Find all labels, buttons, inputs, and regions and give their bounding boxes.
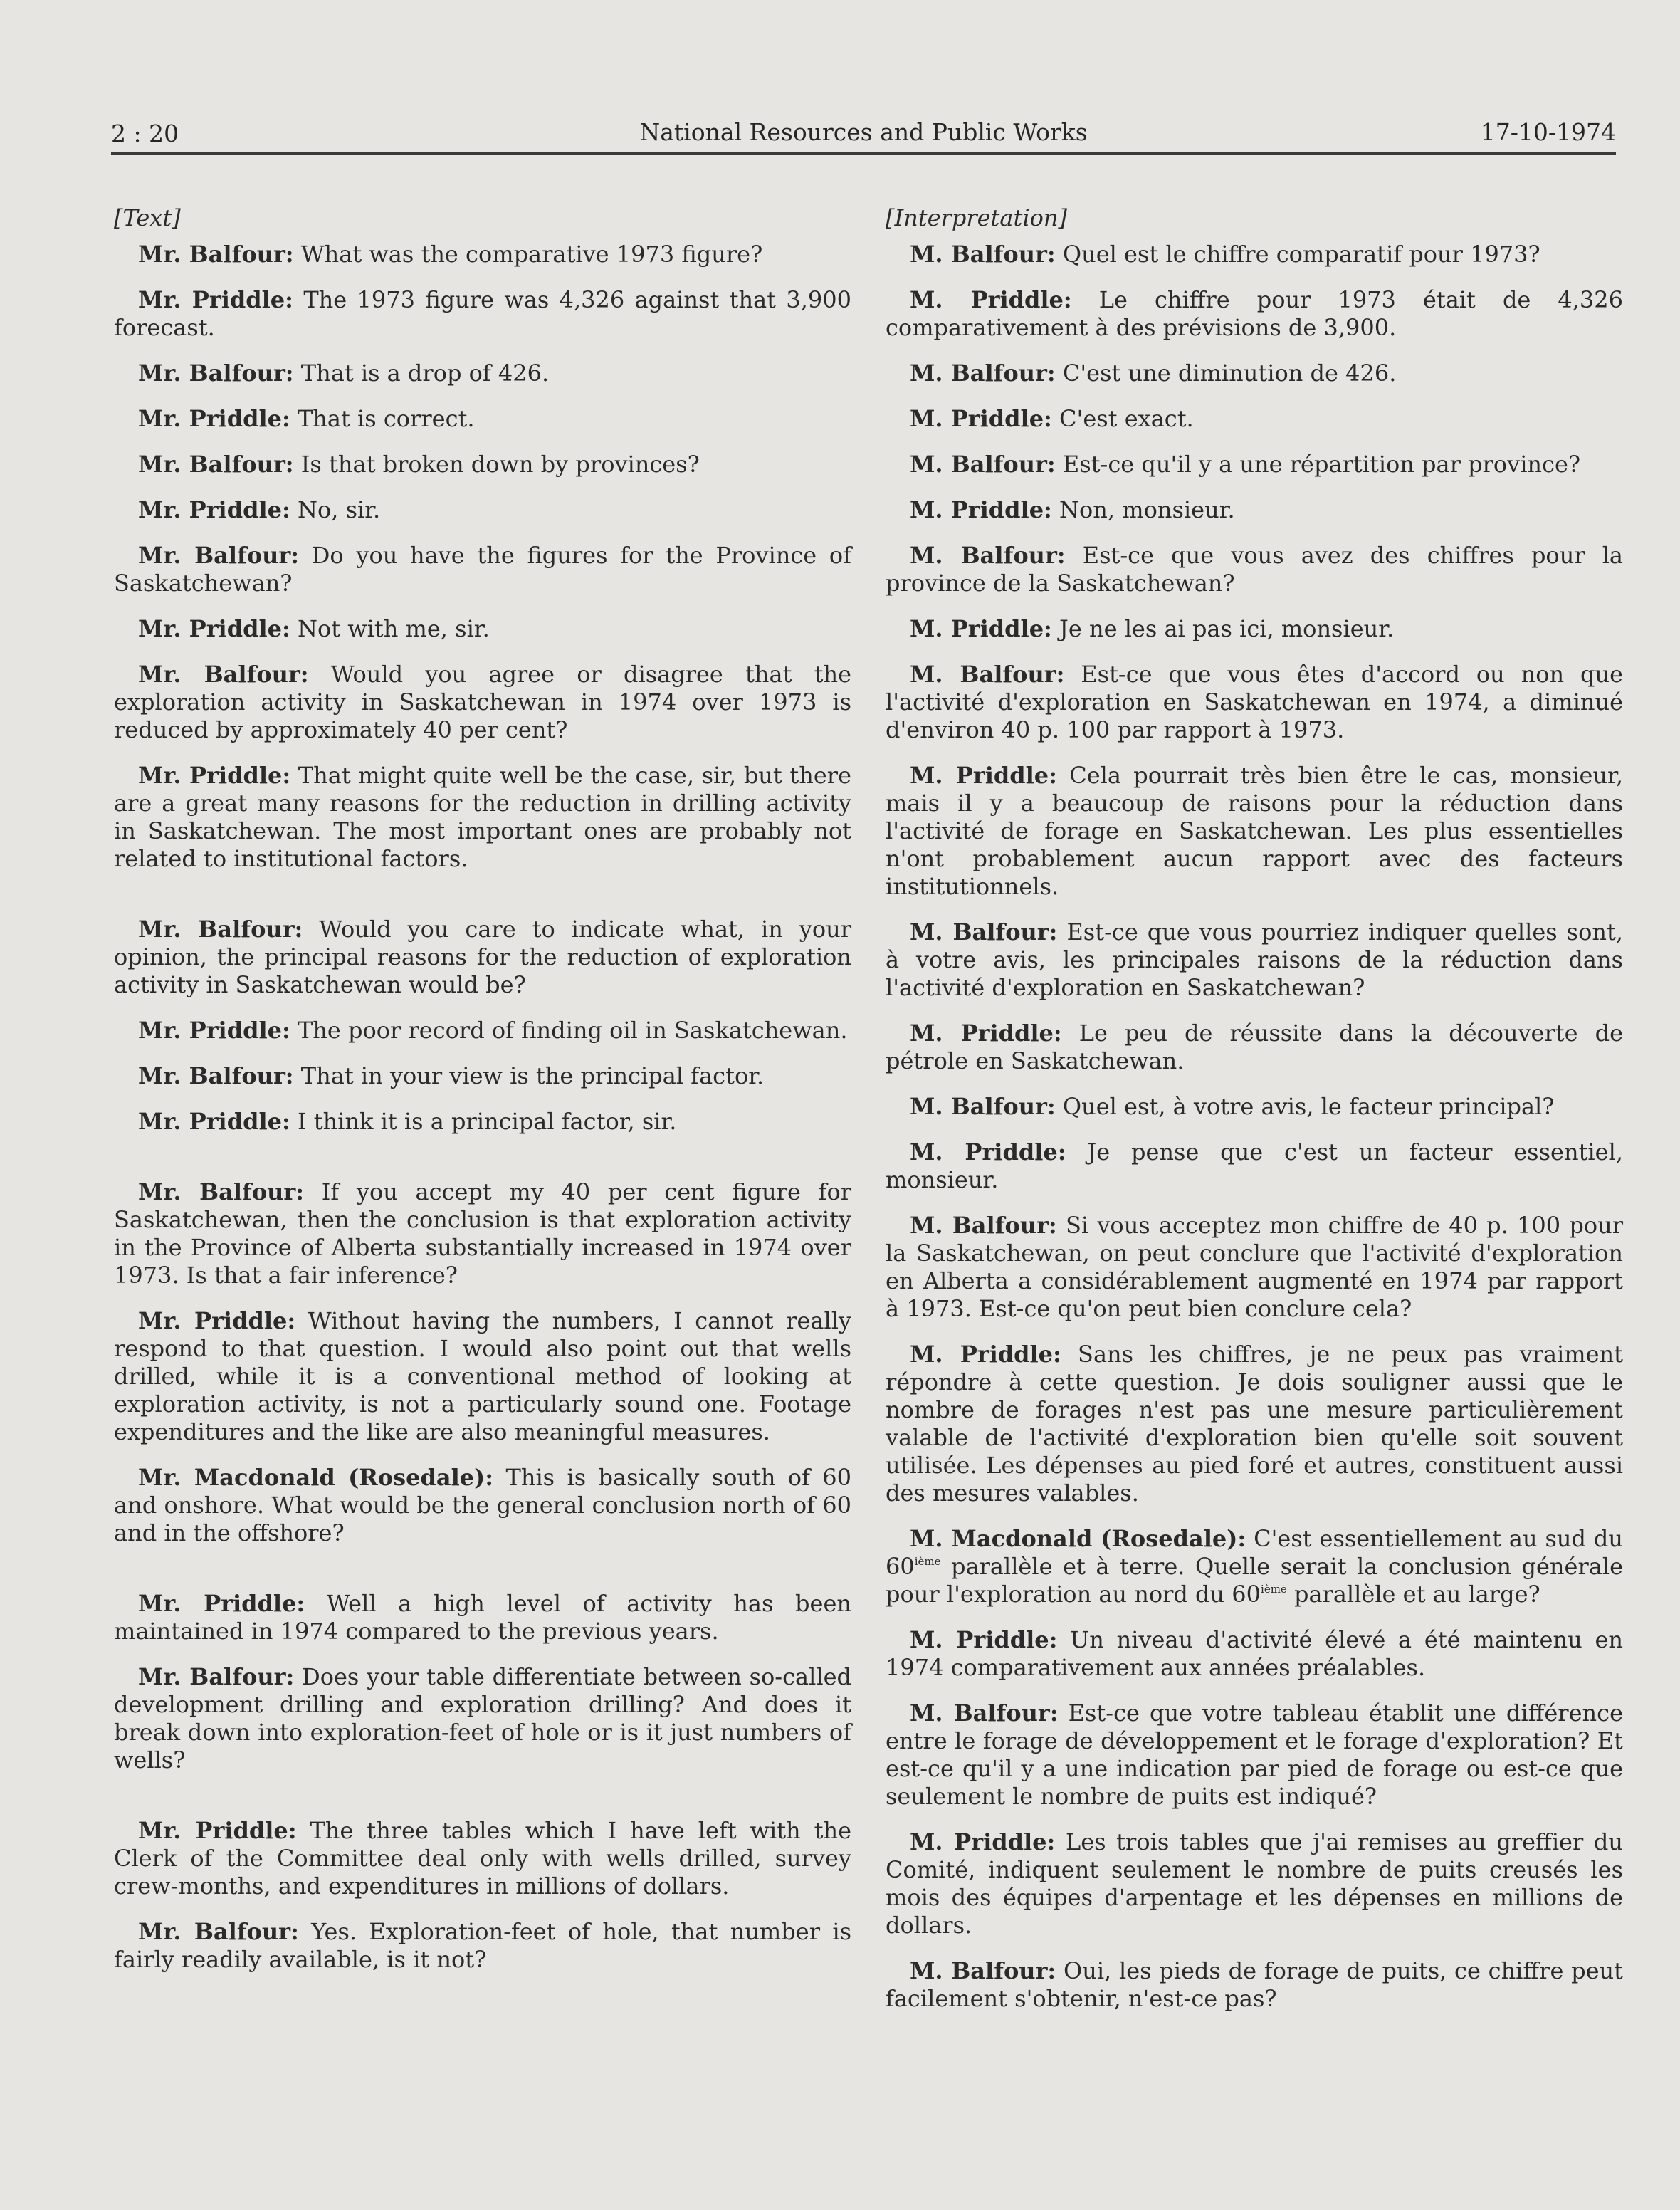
speaker-name: Mr. Balfour: — [138, 1918, 299, 1945]
speech-text: parallèle et au large? — [1286, 1581, 1540, 1608]
speech-text: C'est exact. — [1051, 405, 1194, 432]
transcript-paragraph — [114, 496, 851, 524]
speech-text: Le peu de réussite dans la découverte de pétrole en Saskatchewan. — [886, 1020, 1624, 1074]
speaker-name: Mr. Priddle: — [138, 405, 290, 432]
english-tag: [Text] — [114, 204, 181, 231]
speaker-name: Mr. Balfour: — [138, 916, 303, 943]
speech-text: Yes. Exploration-feet of hole, that number is fairly readily available, is it not? — [114, 1918, 852, 1973]
speaker-name: Mr. Priddle: — [138, 286, 293, 313]
french-tag: [Interpretation] — [886, 204, 1067, 231]
speaker-name: M. Balfour: — [910, 1212, 1057, 1239]
speech-text: Oui, les pieds de forage de puits, ce chiffre peut facilement s'obtenir, n'est-ce pas? — [886, 1957, 1624, 2012]
speaker-name: M. Balfour: — [910, 1700, 1059, 1727]
speech-text: Is that broken down by provinces? — [293, 451, 700, 478]
transcript-paragraph — [114, 1817, 851, 1900]
transcript-paragraph — [886, 1700, 1623, 1811]
speaker-name: Mr. Balfour: — [138, 241, 294, 268]
speaker-name: M. Balfour: — [910, 1093, 1056, 1120]
transcript-paragraph — [886, 661, 1623, 744]
speaker-name: M. Balfour: — [910, 918, 1058, 946]
transcript-paragraph — [114, 451, 851, 478]
transcript-paragraph — [886, 1138, 1623, 1194]
french-column — [886, 199, 1623, 2031]
transcript-paragraph — [886, 405, 1623, 433]
english-column — [114, 199, 851, 1991]
transcript-paragraph — [886, 918, 1623, 1002]
running-head — [111, 114, 1616, 155]
speaker-name: Mr. Priddle: — [138, 615, 290, 642]
speech-text: Sans les chiffres, je ne peux pas vraiment répondre à cette question. Je dois souligner aussi que le nombre de forages n'est pas une mesure particulièrement valable de l'activité d'exploration bien qu'elle soit souvent utilisée. Les dépenses au pied foré et autres, constituent aussi des mesures valables. — [886, 1341, 1624, 1507]
speaker-name: M. Priddle: — [910, 496, 1052, 523]
transcript-paragraph — [886, 360, 1623, 387]
speech-text: Without having the numbers, I cannot really respond to that question. I would also point out that wells drilled, while it is a conventional method of looking at exploration activity, is not a particularly sound one. Footage expenditures and the like are also meaningful measures. — [114, 1307, 852, 1445]
speech-text: parallèle et à terre. Quelle serait la conclusion générale pour l'exploration au nord du 60 — [886, 1553, 1623, 1608]
speaker-name: Mr. Balfour: — [138, 542, 300, 569]
transcript-paragraph — [886, 615, 1623, 643]
page-number: 2 : 20 — [111, 120, 179, 147]
transcript-paragraph — [114, 1017, 851, 1044]
transcript-paragraph — [886, 496, 1623, 524]
transcript-paragraph — [886, 1828, 1623, 1939]
speaker-name: M. Priddle: — [910, 1828, 1056, 1855]
transcript-paragraph — [114, 916, 851, 999]
speech-text: That in your view is the principal factor. — [293, 1062, 765, 1089]
speaker-name: M. Macdonald (Rosedale): — [910, 1525, 1246, 1552]
speech-text: C'est une diminution de 426. — [1055, 360, 1397, 387]
transcript-paragraph — [886, 1093, 1623, 1121]
transcript-paragraph — [886, 1020, 1623, 1075]
speech-text: Quel est le chiffre comparatif pour 1973? — [1055, 241, 1540, 268]
speech-text: Le chiffre pour 1973 était de 4,326 comparativement à des prévisions de 3,900. — [886, 286, 1624, 341]
transcript-paragraph — [886, 1957, 1623, 2013]
transcript-paragraph — [886, 241, 1623, 268]
speech-text: Est-ce qu'il y a une répartition par province? — [1055, 451, 1581, 478]
speaker-name: M. Balfour: — [910, 1957, 1056, 1984]
superscript-ordinal: ième — [1261, 1583, 1287, 1596]
speaker-name: M. Balfour: — [910, 241, 1056, 268]
speaker-name: Mr. Priddle: — [138, 1817, 297, 1844]
speaker-name: M. Priddle: — [910, 1626, 1058, 1653]
transcript-paragraph — [114, 762, 851, 873]
transcript-paragraph — [886, 1525, 1623, 1608]
transcript-paragraph — [886, 762, 1623, 901]
transcript-paragraph — [886, 286, 1623, 342]
transcript-paragraph — [114, 1918, 851, 1974]
speech-text: If you accept my 40 per cent figure for Saskatchewan, then the conclusion is that exploration activity in the Province of Alberta substantially increased in 1974 over 1973. Is that a fair inference? — [114, 1178, 852, 1289]
transcript-paragraph — [114, 542, 851, 597]
transcript-paragraph — [114, 661, 851, 744]
transcript-paragraph — [886, 1212, 1623, 1323]
speech-text: Je ne les ai pas ici, monsieur. — [1051, 615, 1395, 642]
issue-date: 17-10-1974 — [1480, 118, 1616, 146]
speech-text: Si vous acceptez mon chiffre de 40 p. 100 pour la Saskatchewan, on peut conclure que l'activité d'exploration en Alberta a considérablement augmenté en 1974 par rapport à 1973. Est-ce qu'on peut bien conclure cela? — [886, 1212, 1624, 1322]
transcript-paragraph — [886, 542, 1623, 597]
speaker-name: M. Balfour: — [910, 451, 1056, 478]
speaker-name: Mr. Priddle: — [138, 496, 290, 523]
speech-text: Not with me, sir. — [290, 615, 490, 642]
speech-text: Do you have the figures for the Province of Saskatchewan? — [114, 542, 852, 597]
superscript-ordinal: ième — [914, 1555, 941, 1568]
speaker-name: M. Priddle: — [910, 615, 1052, 642]
speech-text: Well a high level of activity has been maintained in 1974 compared to the previous years. — [114, 1590, 852, 1645]
speech-text: No, sir. — [290, 496, 381, 523]
speech-text: That is a drop of 426. — [293, 360, 550, 387]
speech-text: C'est essentiellement au sud du 60 — [886, 1525, 1624, 1580]
speech-text: Non, monsieur. — [1051, 496, 1235, 523]
transcript-paragraph — [114, 1307, 851, 1446]
speaker-name: Mr. Balfour: — [138, 1663, 295, 1690]
speech-text: Does your table differentiate between so-called development drilling and exploration drilling? And does it break down into exploration-feet of hole or is it just numbers of wells? — [114, 1663, 851, 1774]
speech-text: What was the comparative 1973 figure? — [293, 241, 763, 268]
speaker-name: Mr. Priddle: — [138, 1017, 290, 1044]
speaker-name: M. Priddle: — [910, 286, 1072, 313]
transcript-paragraph — [114, 1178, 851, 1289]
speech-text: That might quite well be the case, sir, but there are a great many reasons for the reduction in drilling activity in Saskatchewan. The most important ones are probably not related to institutional factors. — [114, 762, 852, 872]
transcript-paragraph — [114, 1062, 851, 1090]
transcript-paragraph — [114, 1464, 851, 1547]
transcript-paragraph — [114, 360, 851, 387]
transcript-paragraph — [114, 286, 851, 342]
speaker-name: Mr. Priddle: — [138, 762, 291, 789]
speaker-name: M. Priddle: — [910, 762, 1057, 789]
transcript-paragraph — [114, 1590, 851, 1645]
speaker-name: M. Priddle: — [910, 1138, 1066, 1166]
speaker-name: Mr. Balfour: — [138, 661, 309, 688]
speaker-name: M. Balfour: — [910, 542, 1066, 569]
speaker-name: M. Priddle: — [910, 1020, 1062, 1047]
speech-text: Est-ce que vous êtes d'accord ou non que l'activité d'exploration en Saskatchewan en 1974, a diminué d'environ 40 p. 100 par rapport à 1973. — [886, 661, 1624, 743]
speech-text: The three tables which I have left with the Clerk of the Committee deal only with wells drilled, survey crew-months, and expenditures in millions of dollars. — [114, 1817, 852, 1900]
speech-text: Est-ce que vous pourriez indiquer quelles sont, à votre avis, les principales raisons de la réduction dans l'activité d'exploration en Saskatchewan? — [886, 918, 1624, 1001]
speech-text: The poor record of finding oil in Saskatchewan. — [290, 1017, 848, 1044]
transcript-paragraph — [114, 405, 851, 433]
speaker-name: M. Priddle: — [910, 1341, 1061, 1368]
speech-text: Un niveau d'activité élevé a été maintenu en 1974 comparativement aux années préalables. — [886, 1626, 1624, 1681]
speaker-name: M. Priddle: — [910, 405, 1052, 432]
speech-text: I think it is a principal factor, sir. — [290, 1108, 677, 1135]
speaker-name: Mr. Priddle: — [138, 1307, 296, 1334]
speaker-name: Mr. Priddle: — [138, 1108, 290, 1135]
speech-text: Est-ce que vous avez des chiffres pour la province de la Saskatchewan? — [886, 542, 1623, 597]
speech-text: Les trois tables que j'ai remises au greffier du Comité, indiquent seulement le nombre de puits creusés les mois des équipes d'arpentage et les dépenses en millions de dollars. — [886, 1828, 1623, 1939]
speaker-name: Mr. Priddle: — [138, 1590, 305, 1617]
transcript-paragraph — [114, 1108, 851, 1136]
speech-text: The 1973 figure was 4,326 against that 3,900 forecast. — [114, 286, 852, 341]
speaker-name: M. Balfour: — [910, 661, 1065, 688]
transcript-paragraph — [114, 615, 851, 643]
speech-text: Would you agree or disagree that the exploration activity in Saskatchewan in 1974 over 1973 is reduced by approximately 40 per cent? — [114, 661, 852, 743]
speaker-name: Mr. Balfour: — [138, 360, 294, 387]
speaker-name: M. Balfour: — [910, 360, 1056, 387]
speaker-name: Mr. Balfour: — [138, 1062, 294, 1089]
speech-text: Cela pourrait très bien être le cas, monsieur, mais il y a beaucoup de raisons pour la réduction dans l'activité de forage en Saskatchewan. Les plus essentielles n'ont probablement aucun rapport avec des facteurs institutionnels. — [886, 762, 1624, 900]
speaker-name: Mr. Balfour: — [138, 1178, 305, 1205]
transcript-paragraph — [886, 451, 1623, 478]
journal-title: National Resources and Public Works — [639, 118, 1088, 146]
speech-text: This is basically south of 60 and onshore. What would be the general conclusion north of 60 and in the offshore? — [114, 1464, 852, 1546]
speaker-name: Mr. Macdonald (Rosedale): — [138, 1464, 494, 1491]
transcript-paragraph — [114, 1663, 851, 1774]
speech-text: Would you care to indicate what, in your opinion, the principal reasons for the reduction of exploration activity in Saskatchewan would be? — [114, 916, 852, 998]
transcript-paragraph — [886, 1341, 1623, 1507]
transcript-paragraph — [886, 1626, 1623, 1682]
speaker-name: Mr. Balfour: — [138, 451, 294, 478]
transcript-paragraph — [114, 241, 851, 268]
speech-text: Je pense que c'est un facteur essentiel, monsieur. — [886, 1138, 1624, 1193]
speech-text: That is correct. — [290, 405, 475, 432]
speech-text: Est-ce que votre tableau établit une différence entre le forage de développement et le forage d'exploration? Et est-ce qu'il y a une indication par pied de forage ou est-ce que seulement le nombre de puits est indiqué? — [886, 1700, 1624, 1810]
speech-text: Quel est, à votre avis, le facteur principal? — [1055, 1093, 1555, 1120]
